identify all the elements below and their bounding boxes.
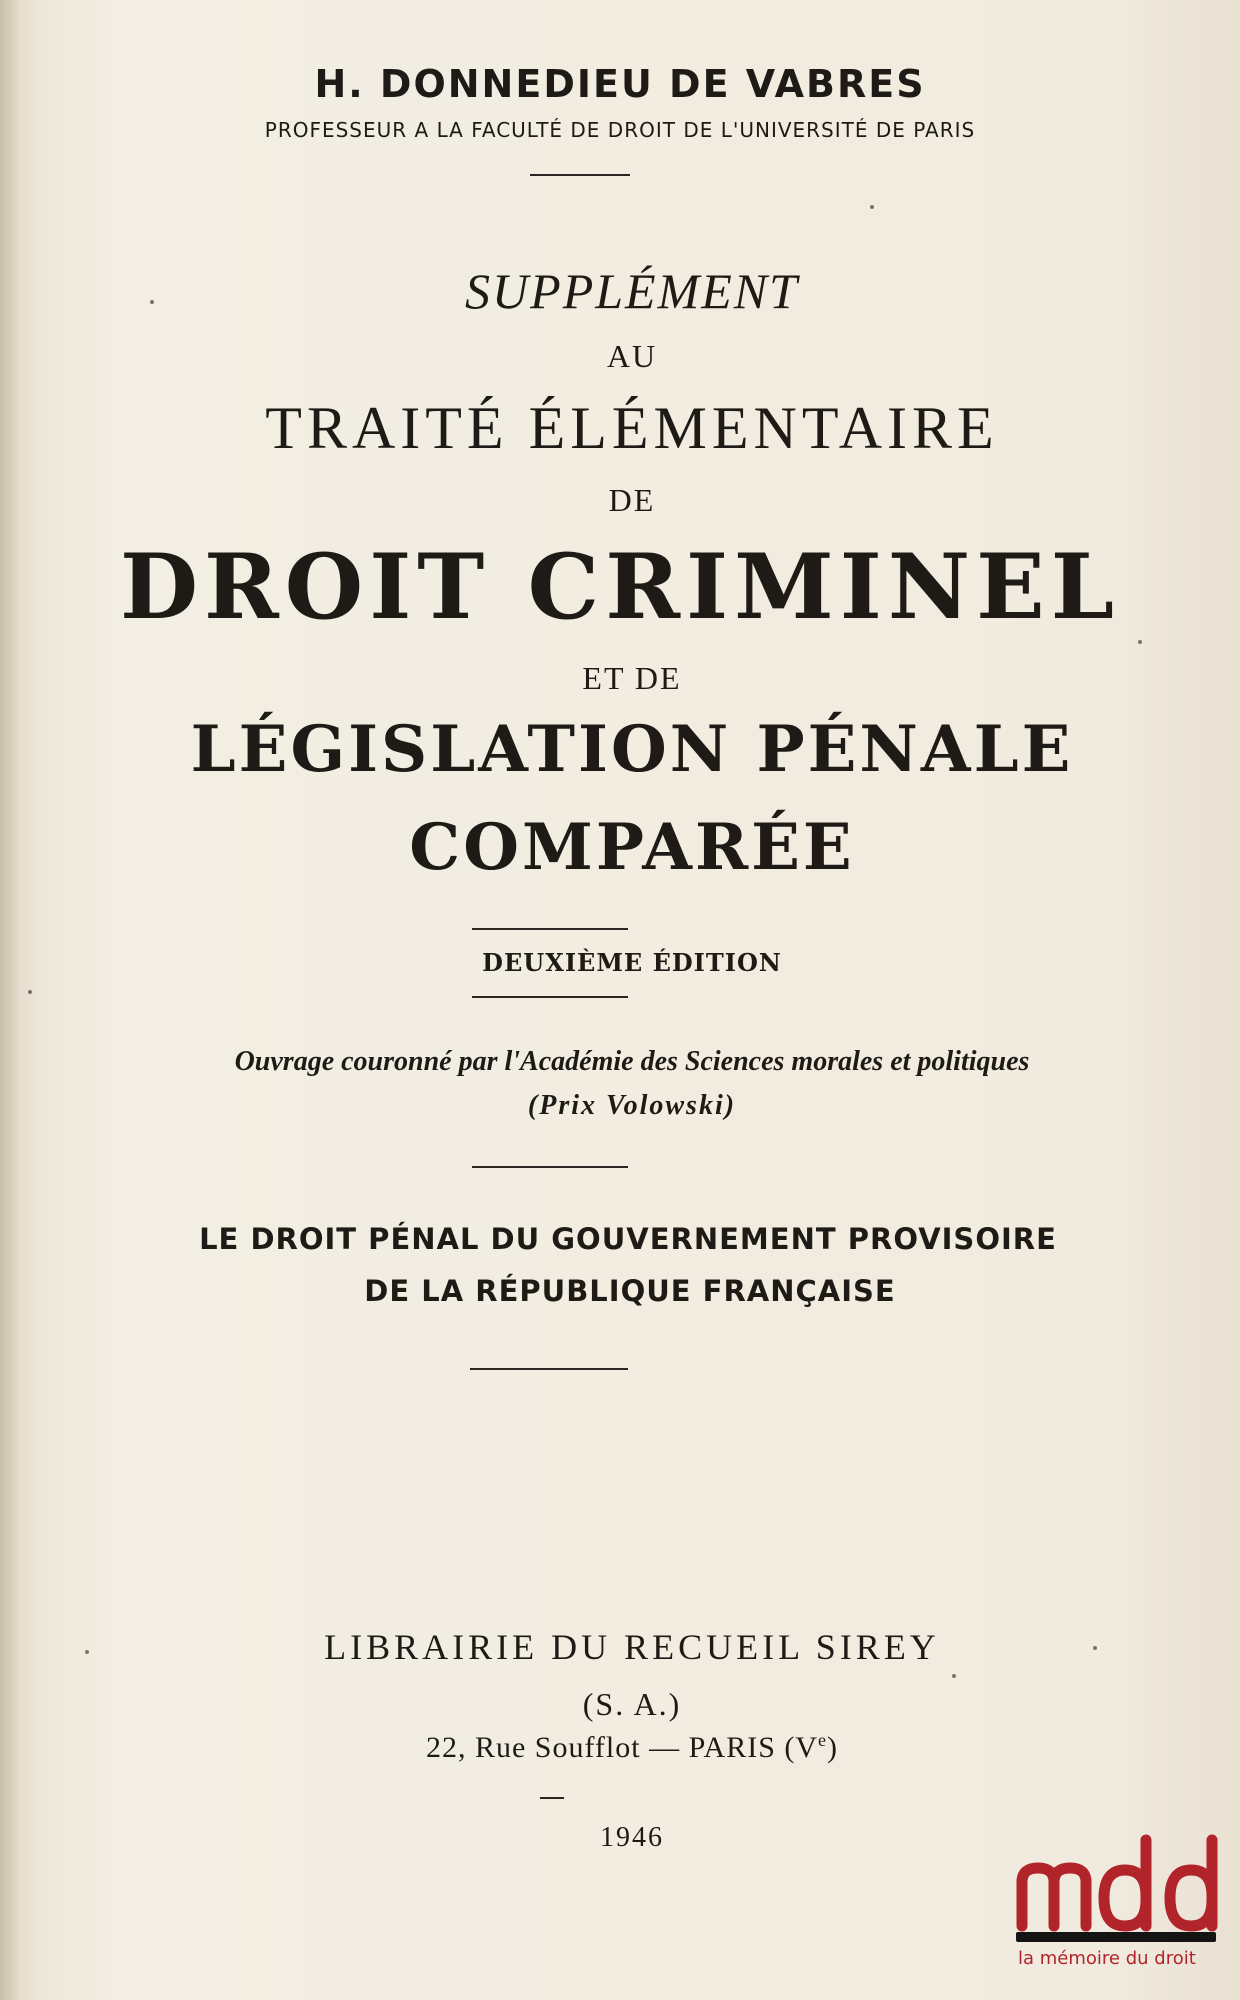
mdd-logo-mark (1012, 1830, 1232, 1934)
edition-label: DEUXIÈME ÉDITION (482, 948, 782, 977)
logo-tagline: la mémoire du droit (1018, 1948, 1196, 1969)
mdd-logo (1012, 1830, 1232, 1990)
title-legislation: LÉGISLATION PÉNALE (190, 712, 1074, 787)
title-au: AU (606, 338, 658, 374)
award-prize: (Prix Volowski) (527, 1090, 737, 1121)
author-name: H. DONNEDIEU DE VABRES (314, 62, 926, 106)
publisher-name: LIBRAIRIE DU RECUEIL SIREY (324, 1627, 940, 1667)
title-comparee: COMPARÉE (409, 810, 855, 885)
divider-rule (530, 174, 630, 176)
address-city: PARIS (V (688, 1731, 819, 1764)
award-line: Ouvrage couronné par l'Académie des Sciences morales et politiques (234, 1046, 1030, 1077)
divider-rule (470, 1368, 628, 1370)
publisher-form: (S. A.) (582, 1686, 682, 1722)
title-et-de: ET DE (582, 660, 682, 696)
divider-rule (472, 1166, 628, 1168)
subject-line-1: LE DROIT PÉNAL DU GOUVERNEMENT PROVISOIRE (199, 1222, 1057, 1256)
publisher-address (12, 1730, 1240, 1765)
address-dash: — (649, 1731, 681, 1764)
publication-year: 1946 (600, 1822, 664, 1853)
logo-underline (1016, 1932, 1216, 1942)
title-supplement: SUPPLÉMENT (465, 263, 799, 319)
address-street: 22, Rue Soufflot (425, 1731, 641, 1764)
title-droit-criminel: DROIT CRIMINEL (119, 534, 1121, 640)
title-de: DE (608, 482, 656, 518)
address-city-superscript: e (818, 1730, 828, 1750)
divider-rule (472, 996, 628, 998)
divider-rule (472, 928, 628, 930)
subject-line-2: DE LA RÉPUBLIQUE FRANÇAISE (364, 1274, 896, 1308)
address-city-close: ) (827, 1731, 839, 1764)
divider-rule (540, 1797, 564, 1799)
author-affiliation: PROFESSEUR A LA FACULTÉ DE DROIT DE L'UNIVERSITÉ DE PARIS (264, 118, 976, 142)
title-traite: TRAITÉ ÉLÉMENTAIRE (265, 395, 999, 461)
